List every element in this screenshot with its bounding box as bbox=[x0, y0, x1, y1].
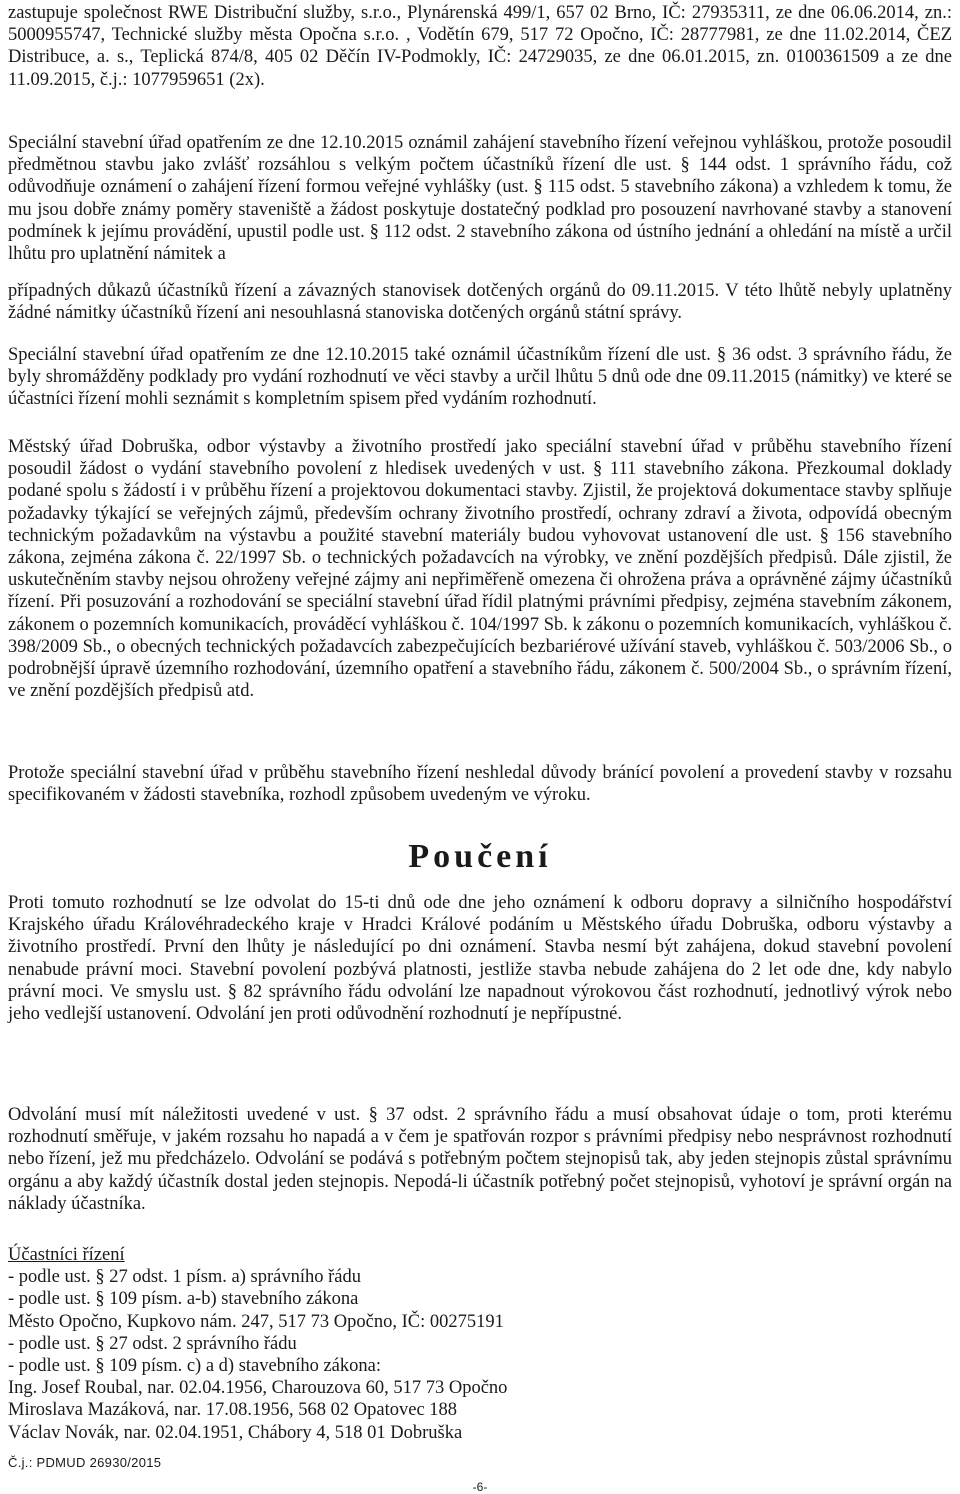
paragraph-decision: Protože speciální stavební úřad v průběhu stavebního řízení neshledal důvody bránící povolení a provedení stavby v rozsahu specifikovaném v žádosti stavebníka, rozhodl způsobem uvedeným ve výroku. bbox=[8, 763, 952, 806]
reference-number: Č.j.: PDMUD 26930/2015 bbox=[8, 1455, 162, 1470]
page-number: -6- bbox=[472, 1480, 488, 1494]
paragraph-appeal: Proti tomuto rozhodnutí se lze odvolat do 15-ti dnů ode dne jeho oznámení k odboru dopravy a silničního hospodářství Krajského úřadu Královéhradeckého kraje v Hradci Králové podáním u Městského úřadu Dobruška, odboru výstavby a životního prostředí. První den lhůty je následující po dni oznámení. Stavba nesmí být zahájena, dokud stavební povolení nenabude právní moci. Stavební povolení pozbývá platnosti, jestliže stavba nebude zahájena do 2 let ode dne, kdy nabylo právní moci. Ve smyslu ust. § 82 správního řádu odvolání lze napadnout výrokovou část rozhodnutí, jednotlivý výrok nebo jeho vedlejší ustanovení. Odvolání jen proti odůvodnění rozhodnutí je nepřípustné. bbox=[8, 893, 952, 1025]
section-heading-pouceni: Poučení bbox=[408, 838, 552, 875]
participant-line: - podle ust. § 109 písm. c) a d) stavebního zákona: bbox=[8, 1356, 381, 1377]
paragraph-evidence-notice: Speciální stavební úřad opatřením ze dne 12.10.2015 také oznámil účastníkům řízení dle ust. § 36 odst. 3 správního řádu, že byly shromážděny podklady pro vydání rozhodnutí ve věci stavby a určil lhůtu 5 dnů ode dne 09.11.2015 (námitky) ve které se účastníci řízení mohli seznámit s kompletním spisem před vydáním rozhodnutí. bbox=[8, 345, 952, 410]
participant-line: - podle ust. § 109 písm. a-b) stavebního zákona bbox=[8, 1289, 359, 1310]
participant-line: - podle ust. § 27 odst. 2 správního řádu bbox=[8, 1333, 297, 1354]
participant-line: Václav Novák, nar. 02.04.1951, Chábory 4, 518 01 Dobruška bbox=[8, 1422, 463, 1443]
paragraph-objections-deadline: případných důkazů účastníků řízení a závazných stanovisek dotčených orgánů do 09.11.2015. V této lhůtě nebyly uplatněny žádné námitky účastníků řízení ani nesouhlasná stanoviska dotčených orgánů státní správy. bbox=[8, 281, 952, 324]
paragraph-appeal-requirements: Odvolání musí mít náležitosti uvedené v ust. § 37 odst. 2 správního řádu a musí obsahovat údaje o tom, proti kterému rozhodnutí směřuje, v jakém rozsahu ho napadá a v čem je spatřován rozpor s právními předpisy nebo nesprávnost rozhodnutí nebo řízení, jež mu předcházelo. Odvolání se podává s potřebným počtem stejnopisů tak, aby jeden stejnopis zůstal správnímu orgánu a aby každý účastník dostal jeden stejnopis. Nepodá-li účastník potřebný počet stejnopisů, vyhotoví je správní orgán na náklady účastníka. bbox=[8, 1105, 952, 1214]
participant-line: Ing. Josef Roubal, nar. 02.04.1956, Charouzova 60, 517 73 Opočno bbox=[8, 1378, 508, 1399]
participant-line: - podle ust. § 27 odst. 1 písm. a) správního řádu bbox=[8, 1267, 361, 1288]
participant-line: Město Opočno, Kupkovo nám. 247, 517 73 Opočno, IČ: 00275191 bbox=[8, 1311, 504, 1332]
participants-title: Účastníci řízení bbox=[8, 1245, 125, 1265]
paragraph-procedure-start: Speciální stavební úřad opatřením ze dne 12.10.2015 oznámil zahájení stavebního řízení veřejnou vyhláškou, protože posoudil předmětnou stavbu jako zvlášť rozsáhlou s velkým počtem účastníků řízení dle ust. § 144 odst. 1 správního řádu, což odůvodňuje oznámení o zahájení řízení formou veřejné vyhlášky (ust. § 115 odst. 5 stavebního zákona) a vzhledem k tomu, že mu jsou dobře známy poměry staveniště a žádost poskytuje dostatečný podklad pro posouzení navrhované stavby a stanovení podmínek k jejímu provádění, upustil podle ust. § 112 odst. 2 stavebního zákona od ústního jednání a ohledání na místě a určil lhůtu pro uplatnění námitek a bbox=[8, 133, 952, 265]
paragraph-assessment: Městský úřad Dobruška, odbor výstavby a životního prostředí jako speciální stavební úřad v průběhu stavebního řízení posoudil žádost o vydání stavebního povolení z hledisek uvedených v ust. § 111 stavebního zákona. Přezkoumal doklady podané spolu s žádostí i v průběhu řízení a projektovou dokumentaci stavby. Zjistil, že projektová dokumentace stavby splňuje požadavky týkající se veřejných zájmů, především ochrany životního prostředí, ochrany zdraví a života, odpovídá obecným technickým požadavkům na výstavbu a použité stavební materiály budou vyhovovat ustanovení dle ust. § 156 stavebního zákona, zejména zákona č. 22/1997 Sb. o technických požadavcích na výrobky, ve znění pozdějších předpisů. Dále zjistil, že uskutečněním stavby nejsou ohroženy veřejné zájmy ani nepřiměřeně omezena či ohrožena práva a oprávněné zájmy účastníků řízení. Při posuzování a rozhodování se speciální stavební úřad řídil platnými právními předpisy, zejména stavebním zákonem, zákonem o pozemních komunikacích, prováděcí vyhláškou č. 104/1997 Sb. k zákonu o pozemních komunikacích, vyhláškou č. 398/2009 Sb., o obecných technických požadavcích zabezpečujících bezbariérové užívání staveb, vyhláškou č. 503/2006 Sb., o podrobnější úpravě územního rozhodování, územního opatření a stavebního řádu, zákonem č. 500/2004 Sb., o správním řízení, ve znění pozdějších předpisů atd. bbox=[8, 437, 952, 702]
paragraph-utility-statements: zastupuje společnost RWE Distribuční služby, s.r.o., Plynárenská 499/1, 657 02 Brno, IČ: 27935311, ze dne 06.06.2014, zn.: 5000955747, Technické služby města Opočna s.r.o. , Vodětín 679, 517 72 Opočno, IČ: 28777981, ze dne 11.02.2014, ČEZ Distribuce, a. s., Teplická 874/8, 405 02 Děčín IV-Podmokly, IČ: 24729035, ze dne 06.01.2015, zn. 0100361509 a ze dne 11.09.2015, č.j.: 1077959651 (2x). bbox=[8, 3, 952, 90]
participants-list bbox=[8, 1244, 952, 1444]
participant-line: Miroslava Mazáková, nar. 17.08.1956, 568 02 Opatovec 188 bbox=[8, 1400, 458, 1421]
